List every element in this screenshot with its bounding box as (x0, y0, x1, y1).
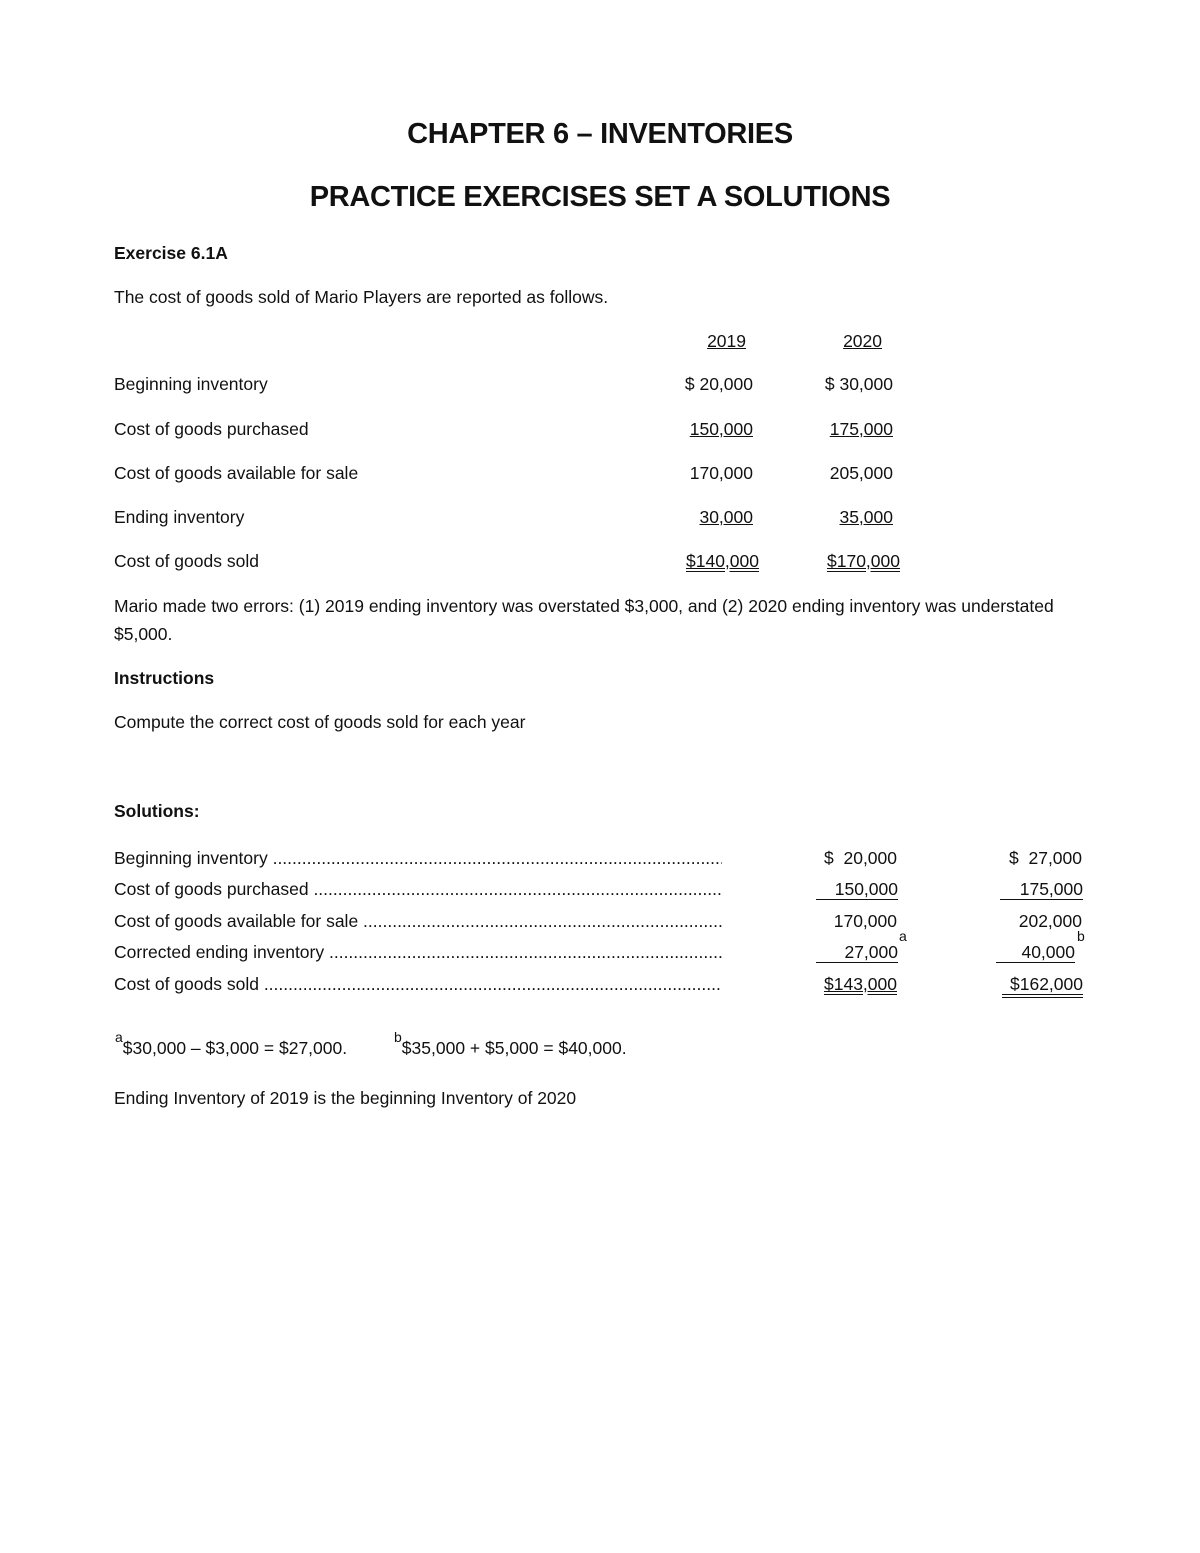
exercise-title: Exercise 6.1A (114, 243, 228, 263)
table-cell-2020: $162,000 (1002, 974, 1083, 998)
footnote-marker-b: b (1077, 928, 1085, 944)
footnote-b: $^b$\$35,000 + $5,000 = $40,000. (394, 1029, 627, 1058)
table-cell-2019: 170,000 (689, 463, 753, 483)
solutions-heading: Solutions: (114, 801, 200, 821)
table-cell-2020: 35,000 (839, 507, 893, 527)
table-row-label: Cost of goods sold (114, 551, 259, 571)
instructions-heading: Instructions (114, 668, 215, 688)
table-cell-2020: 175,000 (829, 419, 893, 439)
chapter-title: CHAPTER 6 – INVENTORIES (407, 118, 793, 150)
table-cell-2019: 150,000 (816, 879, 898, 900)
table-row-label: Cost of goods available for sale (114, 463, 359, 483)
table-cell-2020: 205,000 (829, 463, 893, 483)
table-cell-2019: 170,000 (833, 911, 897, 931)
table-cell-2019: 30,000 (699, 507, 753, 527)
footnote-marker-a: a (899, 928, 907, 944)
exercise-intro: The cost of goods sold of Mario Players are reported as follows. (114, 287, 609, 307)
table-cell-2020: 175,000 (1000, 879, 1083, 900)
table-row-label: Corrected ending inventory ..... (114, 942, 722, 963)
table-cell-2020: 40,000 (996, 942, 1075, 963)
footnote-a: $^a$\$30,000 – $3,000 = $27,000. (115, 1029, 348, 1058)
table-row-label: Cost of goods purchased (114, 419, 309, 439)
table-row-label: Cost of goods purchased ..... (114, 879, 722, 900)
instructions-text: Compute the correct cost of goods sold for each year (114, 712, 526, 732)
table-row-label: Cost of goods sold ..... (114, 974, 722, 995)
closing-note: Ending Inventory of 2019 is the beginning Inventory of 2020 (114, 1088, 577, 1108)
table-cell-2019: $143,000 (824, 974, 897, 994)
table-row-label: Ending inventory (114, 507, 245, 527)
table-cell-2020: $170,000 (827, 551, 900, 571)
table-cell-2020: 202,000 (1018, 911, 1082, 931)
table-cell-2020: $ 27,000 (1009, 848, 1082, 868)
table-row-label: Beginning inventory (114, 374, 268, 394)
table-row-label: Beginning inventory ..... (114, 848, 722, 869)
errors-paragraph: Mario made two errors: (1) 2019 ending inventory was overstated $3,000, and (2) 2020 ending inventory was understated $5,000. (114, 596, 1054, 644)
year-header-2020: 2020 (843, 331, 882, 351)
page-subtitle: PRACTICE EXERCISES SET A SOLUTIONS (309, 181, 891, 213)
table-cell-2019: $140,000 (686, 551, 759, 571)
table-cell-2019: $ 20,000 (684, 374, 753, 394)
table-cell-2019: 27,000 (816, 942, 898, 963)
year-header-2019: 2019 (707, 331, 746, 351)
table-cell-2019: $ 20,000 (824, 848, 897, 868)
table-cell-2019: 150,000 (689, 419, 753, 439)
table-cell-2020: $ 30,000 (824, 374, 893, 394)
table-row-label: Cost of goods available for sale ..... (114, 911, 722, 932)
